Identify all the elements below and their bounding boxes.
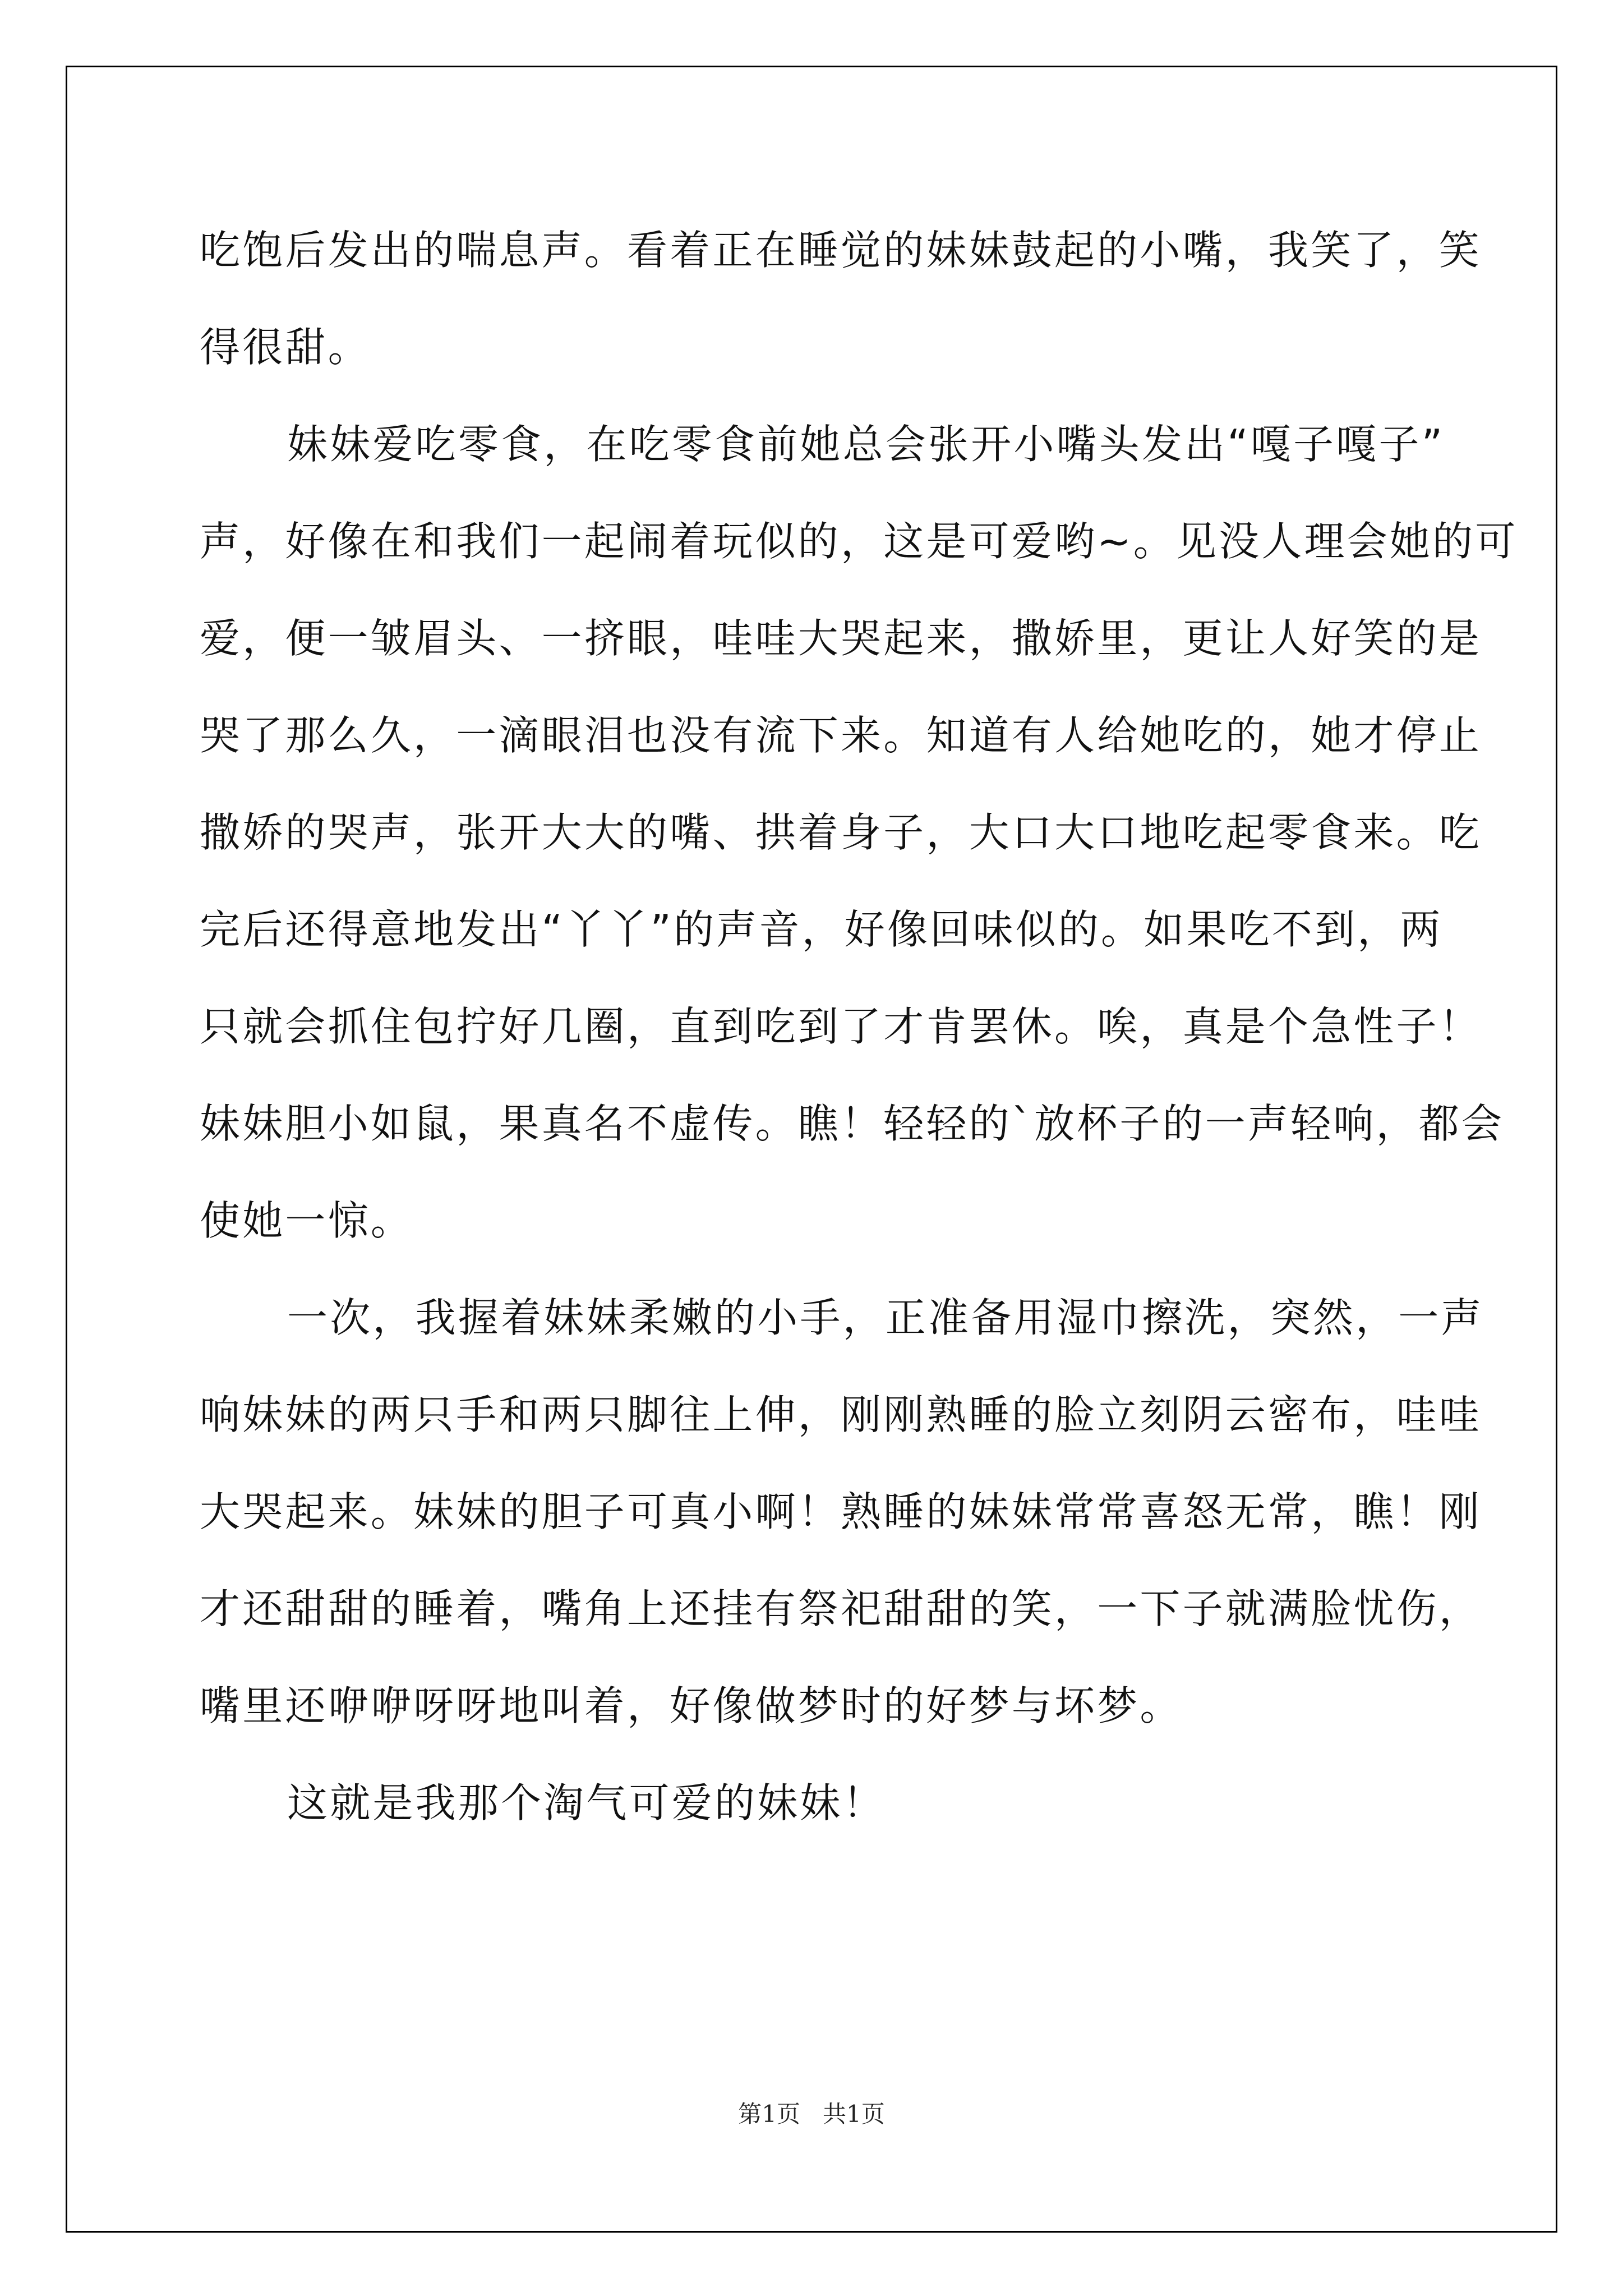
- text-line: 妹妹胆小如鼠，果真名不虚传。瞧！轻轻的`放杯子的一声轻响，都会: [200, 1100, 1505, 1147]
- document-body: [200, 202, 1518, 1852]
- paragraph-start-line: 妹妹爱吃零食，在吃零食前她总会张开小嘴头发出“嘎子嘎子”: [287, 421, 1445, 468]
- text-line: 嘴里还咿咿呀呀地叫着，好像做梦时的好梦与坏梦。: [200, 1682, 1183, 1729]
- text-line: 响妹妹的两只手和两只脚往上伸，刚刚熟睡的脸立刻阴云密布，哇哇: [200, 1391, 1482, 1438]
- footer-spacer: [800, 2100, 823, 2128]
- text-line: 得很甜。: [200, 324, 371, 371]
- paragraph-start-line: 这就是我那个淘气可爱的妹妹！: [287, 1779, 886, 1826]
- text-line: 才还甜甜的睡着，嘴角上还挂有祭祀甜甜的笑，一下子就满脸忧伤，: [200, 1585, 1482, 1632]
- text-line: 使她一惊。: [200, 1197, 414, 1244]
- page-total: 共1页: [823, 2100, 885, 2128]
- text-line: 哭了那么久，一滴眼泪也没有流下来。知道有人给她吃的，她才停止: [200, 712, 1482, 759]
- text-line: 只就会抓住包拧好几圈，直到吃到了才肯罢休。唉，真是个急性子！: [200, 1003, 1482, 1050]
- paragraph-start-line: 一次，我握着妹妹柔嫩的小手，正准备用湿巾擦洗，突然，一声: [287, 1294, 1484, 1341]
- text-line: 吃饱后发出的喘息声。看着正在睡觉的妹妹鼓起的小嘴，我笑了，笑: [200, 227, 1482, 274]
- text-line: 完后还得意地发出“丫丫”的声音，好像回味似的。如果吃不到，两: [200, 906, 1443, 953]
- page-number: 第1页: [738, 2100, 800, 2128]
- page-footer: [0, 2096, 1623, 2129]
- text-line: 爱，便一皱眉头、一挤眼，哇哇大哭起来，撒娇里，更让人好笑的是: [200, 615, 1482, 662]
- text-line: 大哭起来。妹妹的胆子可真小啊！熟睡的妹妹常常喜怒无常，瞧！刚: [200, 1488, 1482, 1535]
- text-line: 声，好像在和我们一起闹着玩似的，这是可爱哟~。见没人理会她的可: [200, 518, 1518, 565]
- text-line: 撒娇的哭声，张开大大的嘴、拱着身子，大口大口地吃起零食来。吃: [200, 809, 1482, 856]
